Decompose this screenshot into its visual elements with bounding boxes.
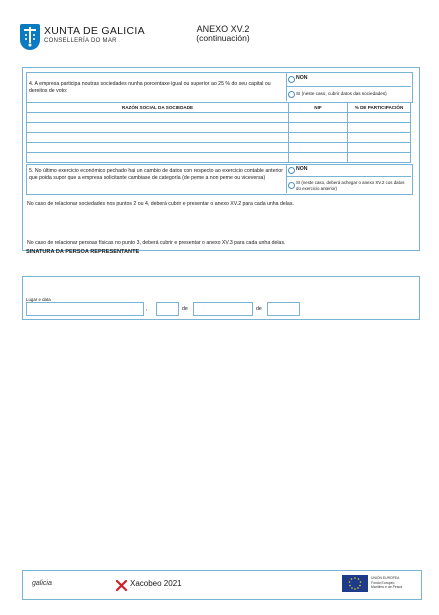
cell-participation[interactable] bbox=[348, 123, 411, 133]
q5-yes-radio[interactable] bbox=[288, 182, 295, 189]
cell-nif[interactable] bbox=[289, 123, 348, 133]
separator-de-1: de bbox=[182, 306, 188, 312]
societies-table bbox=[26, 102, 411, 163]
year-field[interactable] bbox=[267, 302, 300, 316]
q5-yes-label: SI (neste caso, deberá achegar o anexo XV.2 cos datos do exercicio anterior) bbox=[296, 180, 405, 191]
separator-de-2: de bbox=[256, 306, 262, 312]
eu-line-1: UNIÓN EUROPEA bbox=[371, 576, 400, 580]
eu-flag-icon bbox=[342, 575, 368, 592]
galicia-logo: galicia bbox=[32, 580, 52, 587]
table-row bbox=[27, 133, 411, 143]
q5-no-radio[interactable] bbox=[288, 167, 295, 174]
eu-line-2: Fondo Europeo bbox=[371, 580, 395, 585]
table-row bbox=[27, 123, 411, 133]
place-date-label: Lugar e data bbox=[26, 297, 51, 302]
q4-yes-radio[interactable] bbox=[288, 91, 295, 98]
q4-no-radio[interactable] bbox=[288, 76, 295, 83]
xunta-logo-icon bbox=[20, 24, 40, 50]
q4-yes-label: SI (neste caso, cubrir datos das sociedades) bbox=[296, 91, 387, 96]
cell-participation[interactable] bbox=[348, 113, 411, 123]
org-name: XUNTA DE GALICIA bbox=[44, 25, 145, 37]
cell-company[interactable] bbox=[27, 113, 289, 123]
cell-company[interactable] bbox=[27, 153, 289, 163]
header-participation: % DE PARTICIPACIÓN bbox=[348, 103, 411, 113]
table-row bbox=[27, 153, 411, 163]
cell-company[interactable] bbox=[27, 123, 289, 133]
cell-nif[interactable] bbox=[289, 113, 348, 123]
table-row bbox=[27, 113, 411, 123]
xacobeo-logo: Xacobeo 2021 bbox=[130, 579, 182, 588]
month-field[interactable] bbox=[193, 302, 253, 316]
header-nif: NIF bbox=[289, 103, 348, 113]
annex-subtitle: (continuación) bbox=[196, 33, 250, 43]
note-1: No caso de relacionar sociedades nos puntos 2 ou 4, deberá cubrir e presentar o anexo XV.2 para cada unha delas. bbox=[27, 201, 294, 207]
cell-nif[interactable] bbox=[289, 143, 348, 153]
separator-comma: , bbox=[146, 306, 148, 312]
cell-participation[interactable] bbox=[348, 143, 411, 153]
q5-text: 5. No último exercicio económico pechado hai un cambio de datos con respecto ao exercicio contable anterior que poida supor que a empresa solicitante cambiase de categoría (de peme a non peme ou viceversa) bbox=[29, 168, 283, 181]
q5-no-label: NON bbox=[296, 166, 308, 172]
table-row bbox=[27, 143, 411, 153]
day-field[interactable] bbox=[156, 302, 179, 316]
cell-company[interactable] bbox=[27, 133, 289, 143]
header-company-name: RAZÓN SOCIAL DA SOCIEDADE bbox=[27, 103, 289, 113]
q4-text: 4. A empresa participa noutras sociedades nunha porcentaxe igual ou superior ao 25 % do seu capital ou dereitos de voto: bbox=[29, 81, 271, 94]
annex-title: ANEXO XV.2 bbox=[196, 24, 250, 34]
cell-participation[interactable] bbox=[348, 133, 411, 143]
note-2: No caso de relacionar persoas físicas no punto 3, deberá cubrir e presentar o anexo XV.3 para cada unha delas. bbox=[27, 240, 286, 246]
signature-title: SINATURA DA PERSOA REPRESENTANTE bbox=[26, 249, 140, 255]
cell-company[interactable] bbox=[27, 143, 289, 153]
xacobeo-icon bbox=[116, 578, 127, 589]
eu-line-3: Marítimo e de Pesca bbox=[371, 585, 403, 590]
eu-text bbox=[371, 576, 402, 590]
cell-participation[interactable] bbox=[348, 153, 411, 163]
table-header-row bbox=[27, 103, 411, 113]
place-field[interactable] bbox=[26, 302, 144, 316]
cell-nif[interactable] bbox=[289, 153, 348, 163]
department-name: CONSELLERÍA DO MAR bbox=[44, 38, 117, 44]
q4-no-label: NON bbox=[296, 75, 308, 81]
cell-nif[interactable] bbox=[289, 133, 348, 143]
